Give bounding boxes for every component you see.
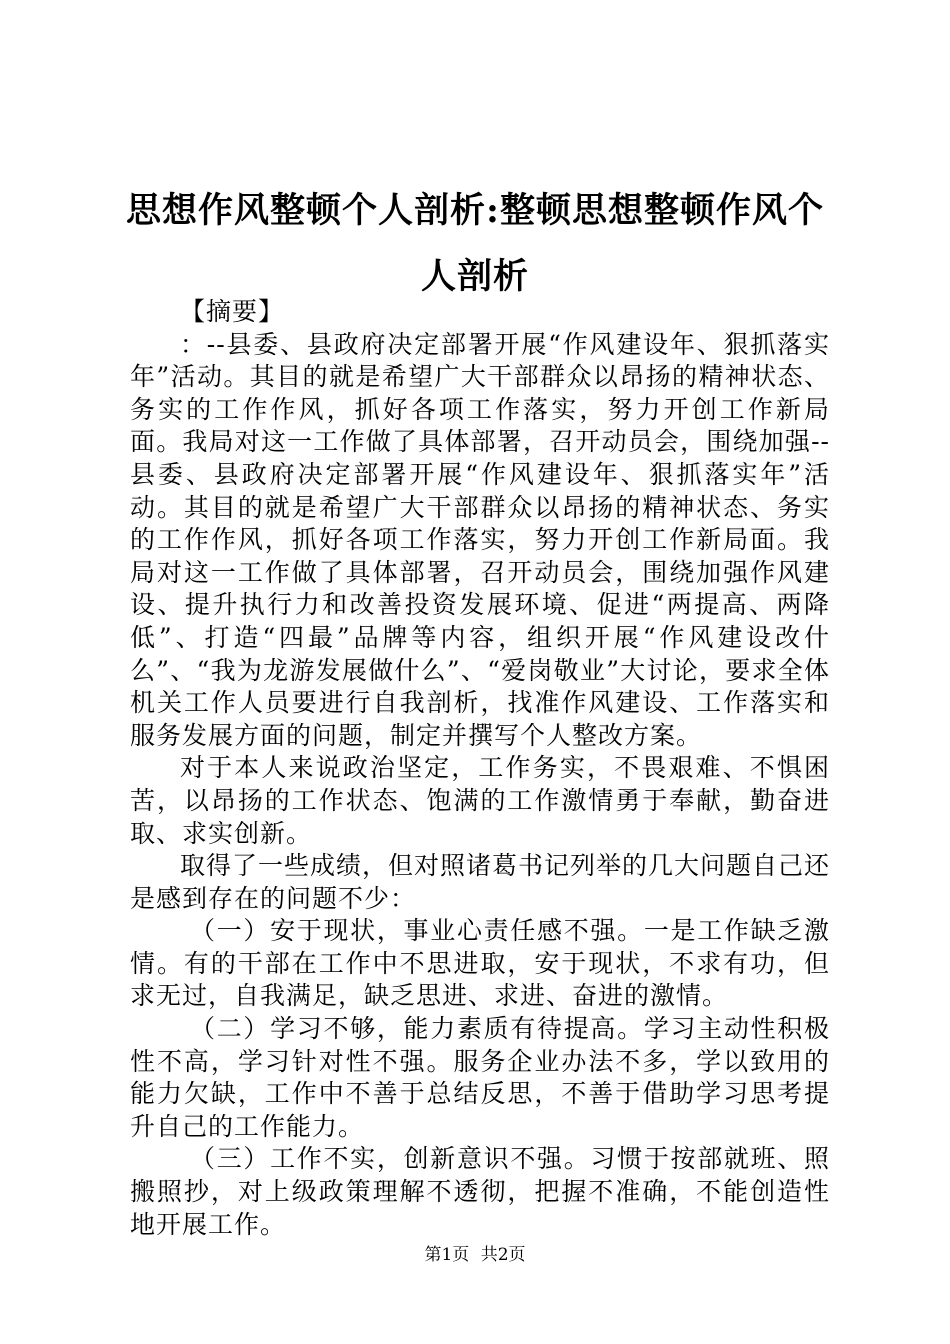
page-number: 第1页	[424, 1245, 470, 1265]
page-footer	[0, 1244, 950, 1266]
document-body	[130, 296, 830, 1241]
paragraph-problem-2: （二）学习不够，能力素质有待提高。学习主动性积极性不高，学习针对性不强。服务企业办法不多，学以致用的能力欠缺，工作中不善于总结反思，不善于借助学习思考提升自己的工作能力。	[130, 1014, 830, 1141]
paragraph-problem-1: （一）安于现状，事业心责任感不强。一是工作缺乏激情。有的干部在工作中不思进取，安于现状，不求有功，但求无过，自我满足，缺乏思进、求进、奋进的激情。	[130, 916, 830, 1011]
paragraph-problem-3: （三）工作不实，创新意识不强。习惯于按部就班、照搬照抄，对上级政策理解不透彻，把握不准确，不能创造性地开展工作。	[130, 1144, 830, 1239]
page-total: 共2页	[480, 1245, 526, 1265]
abstract-label: 【摘要】	[180, 297, 285, 326]
paragraph-problems-intro: 取得了一些成绩，但对照诸葛书记列举的几大问题自己还是感到存在的问题不少：	[130, 851, 831, 913]
paragraph-self-assessment: 对于本人来说政治坚定，工作务实，不畏艰难、不惧困苦，以昂扬的工作状态、饱满的工作激情勇于奉献，勤奋进取、求实创新。	[130, 753, 830, 848]
paragraph-abstract: ：--县委、县政府决定部署开展“作风建设年、狠抓落实年”活动。其目的就是希望广大干部群众以昂扬的精神状态、务实的工作作风，抓好各项工作落实，努力开创工作新局面。我局对这一工作做了具体部署，召开动员会，围绕加强--县委、县政府决定部署开展“作风建设年、狠抓落实年”活动。其目的就是希望广大干部群众以昂扬的精神状态、务实的工作作风，抓好各项工作落实，努力开创工作新局面。我局对这一工作做了具体部署，召开动员会，围绕加强作风建设、提升执行力和改善投资发展环境、促进“两提高、两降低”、打造“四最”品牌等内容，组织开展“作风建设改什么”、“我为龙游发展做什么”、“爱岗敬业”大讨论，要求全体机关工作人员要进行自我剖析，找准作风建设、工作落实和服务发展方面的问题，制定并撰写个人整改方案。	[130, 329, 830, 750]
document-title: 思想作风整顿个人剖析:整顿思想整顿作风个人剖析	[126, 190, 824, 297]
